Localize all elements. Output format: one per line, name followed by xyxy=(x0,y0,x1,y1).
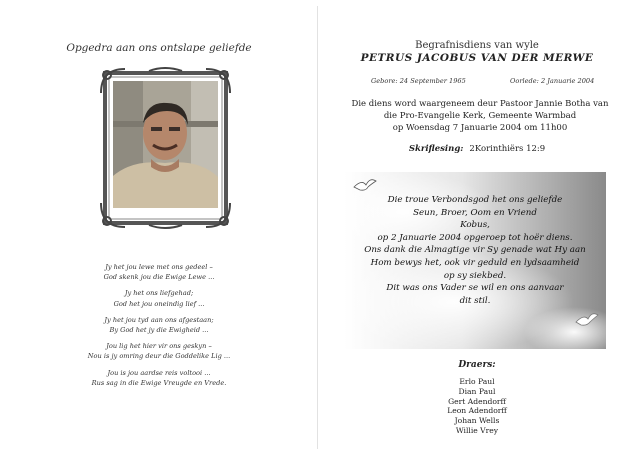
dove-icon xyxy=(574,310,600,328)
poem xyxy=(0,262,318,394)
deceased-name: PETRUS JACOBUS VAN DER MERWE xyxy=(360,52,594,64)
list-item: Gert Adendorff xyxy=(448,396,506,406)
pallbearers-heading: Draers: xyxy=(458,360,496,370)
memorial-verse: Die troue Verbondsgod het ons geliefde Seun, Broer, Oom en Vriend Kobus, op 2 Januarie 2004 opgeroep tot hoër diens. Ons dank die Almagtige vir Sy genade wat Hy aan Hom bewys het, ook vir geduld en lydsaamheid op sy siekbed. Dit was ons Vader se wil en ons aanvaar dit stil. xyxy=(364,195,586,306)
birth-date: Gebore: 24 September 1965 xyxy=(371,77,466,85)
poem-stanza: Jy het jou lewe met ons gedeel – God skenk jou die Ewige Lewe ... xyxy=(103,263,215,282)
dedication: Opgedra aan ons ontslape geliefde xyxy=(66,42,252,54)
scripture-label: Skriflesing: xyxy=(408,144,464,154)
poem-stanza: Jy het jou tyd aan ons afgestaan; By God het jy die Ewigheid ... xyxy=(104,315,214,335)
service-title: Begrafnisdiens van wyle xyxy=(415,40,539,51)
list-item: Johan Wells xyxy=(454,416,500,426)
poem-stanza: Jou is jou aardse reis voltooi ... Rus sag in die Ewige Vreugde en Vrede. xyxy=(91,368,227,387)
death-date: Oorlede: 2 Januarie 2004 xyxy=(510,77,595,85)
scripture-reading xyxy=(318,144,636,154)
poem-stanza: Jou lig het hier vir ons geskyn – Nou is jy omring deur die Goddelike Lig ... xyxy=(87,342,231,361)
list-item: Erlo Paul xyxy=(459,377,495,386)
verse-panel xyxy=(344,172,606,349)
photo-frame xyxy=(99,67,232,229)
portrait-photo xyxy=(113,81,218,208)
service-details: Die diens word waargeneem deur Pastoor Jannie Botha van die Pro-Evangelie Kerk, Gemeente Warmbad op Woensdag 7 Januarie 2004 om 11h00 xyxy=(351,99,609,133)
pallbearers-list xyxy=(318,377,636,436)
right-panel xyxy=(318,0,636,455)
list-item: Leon Adendorff xyxy=(447,406,507,416)
scripture-reference: 2Korinthiërs 12:9 xyxy=(469,144,546,154)
poem-stanza: Jy het ons liefgehad; God het jou oneindig lief ... xyxy=(113,289,205,308)
list-item: Willie Vrey xyxy=(455,425,499,435)
list-item: Dian Paul xyxy=(458,386,496,396)
dove-icon xyxy=(352,177,378,193)
